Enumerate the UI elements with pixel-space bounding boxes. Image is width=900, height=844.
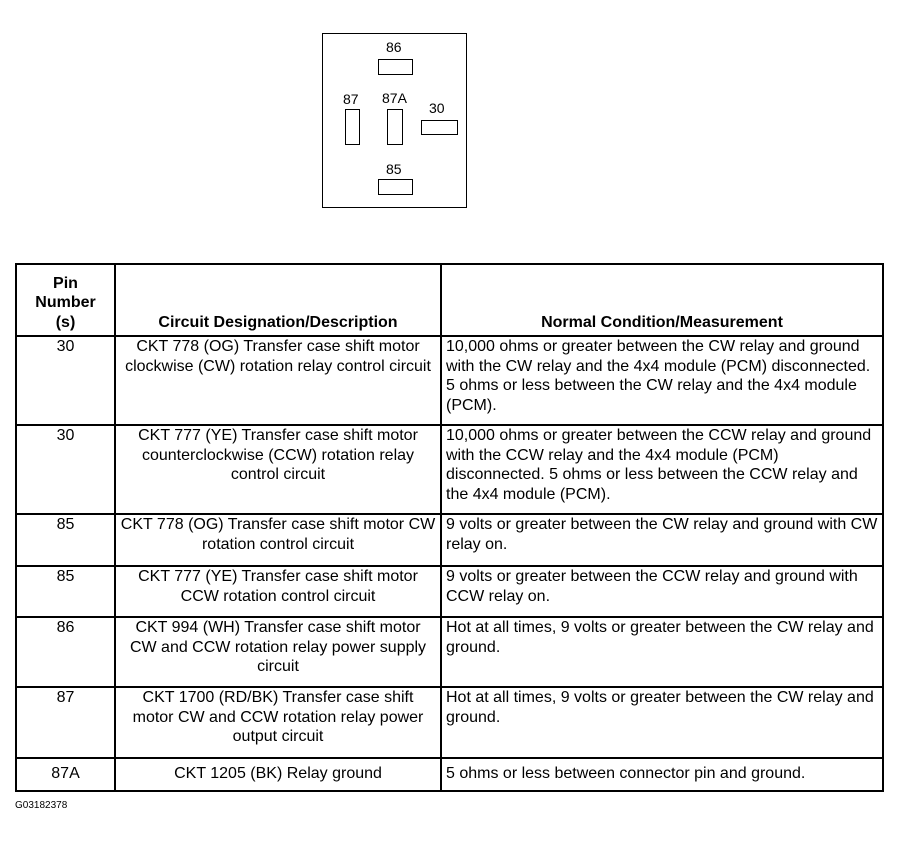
pin-slot-30 [421,120,458,135]
cell-description: CKT 1700 (RD/BK) Transfer case shift motor CW and CCW rotation relay power output circuit [115,687,441,758]
table-row [16,758,883,791]
cell-description: CKT 777 (YE) Transfer case shift motor CCW rotation control circuit [115,566,441,617]
table-header-row [16,264,883,336]
pin-slot-86 [378,59,413,75]
cell-pin: 85 [16,514,115,566]
table-row [16,514,883,566]
table-row [16,617,883,687]
cell-pin: 87A [16,758,115,791]
cell-description: CKT 778 (OG) Transfer case shift motor CW rotation control circuit [115,514,441,566]
pin-label-87a: 87A [382,90,407,106]
cell-pin: 86 [16,617,115,687]
cell-condition: 9 volts or greater between the CCW relay and ground with CCW relay on. [441,566,883,617]
pin-slot-87 [345,109,360,145]
cell-description: CKT 1205 (BK) Relay ground [115,758,441,791]
cell-description: CKT 994 (WH) Transfer case shift motor CW and CCW rotation relay power supply circuit [115,617,441,687]
pin-slot-87a [387,109,403,145]
header-pin-number [16,264,115,336]
cell-pin: 30 [16,425,115,514]
table-row [16,336,883,425]
table-row [16,687,883,758]
cell-pin: 30 [16,336,115,425]
pin-label-86: 86 [386,39,402,55]
figure-id: G03182378 [15,800,68,811]
cell-description: CKT 777 (YE) Transfer case shift motor counterclockwise (CCW) rotation relay control circuit [115,425,441,514]
table-row [16,566,883,617]
relay-connector-diagram [322,33,467,208]
header-pin-number-text: Pin Number (s) [35,274,96,331]
cell-condition: 10,000 ohms or greater between the CCW relay and ground with the CCW relay and the 4x4 module (PCM) disconnected. 5 ohms or less between the CCW relay and the 4x4 module (PCM). [441,425,883,514]
pin-label-87: 87 [343,91,359,107]
header-circuit-description: Circuit Designation/Description [115,264,441,336]
cell-description: CKT 778 (OG) Transfer case shift motor clockwise (CW) rotation relay control circuit [115,336,441,425]
cell-pin: 85 [16,566,115,617]
pin-slot-85 [378,179,413,195]
header-normal-condition: Normal Condition/Measurement [441,264,883,336]
cell-condition: Hot at all times, 9 volts or greater between the CW relay and ground. [441,687,883,758]
cell-condition: Hot at all times, 9 volts or greater between the CW relay and ground. [441,617,883,687]
pin-table [15,263,884,792]
table-row [16,425,883,514]
cell-condition: 10,000 ohms or greater between the CW relay and ground with the CW relay and the 4x4 module (PCM) disconnected. 5 ohms or less between the CW relay and the 4x4 module (PCM). [441,336,883,425]
pin-label-30: 30 [429,100,445,116]
cell-pin: 87 [16,687,115,758]
cell-condition: 9 volts or greater between the CW relay and ground with CW relay on. [441,514,883,566]
pin-label-85: 85 [386,161,402,177]
cell-condition: 5 ohms or less between connector pin and ground. [441,758,883,791]
